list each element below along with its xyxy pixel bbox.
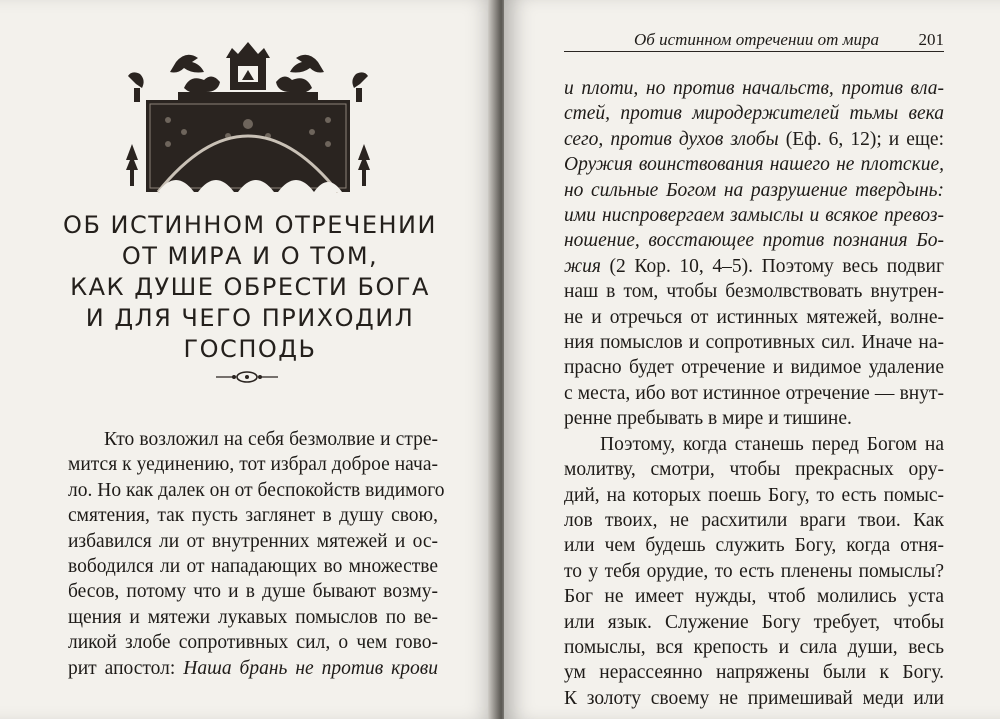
text-line bbox=[564, 152, 944, 177]
text-segment: рит апостол: bbox=[68, 657, 184, 679]
scripture-quote: но сильные Богом на разрушение твердынь: bbox=[564, 179, 944, 201]
text-line: мится к уединению, тот избрал доброе нача- bbox=[68, 454, 438, 476]
text-line: лов твоих, не расхитили враги твои. Как bbox=[564, 509, 944, 531]
text-line: ния помыслов и сопротивных сил. Иначе на- bbox=[564, 332, 944, 354]
scripture-quote: стей, против миродержителей тьмы века bbox=[564, 103, 944, 125]
text-line: то у тебя орудие, то есть пленены помыслы? bbox=[564, 560, 944, 582]
scripture-quote: Наша брань не против крови bbox=[183, 657, 438, 679]
text-line bbox=[564, 76, 944, 101]
text-line: Поэтому, когда станешь перед Богом на bbox=[600, 433, 944, 455]
text-line: смятения, так пусть заглянет в душу свою, bbox=[68, 505, 438, 527]
scripture-quote: сего, против духов злобы bbox=[564, 128, 779, 150]
text-line bbox=[564, 254, 944, 279]
text-line bbox=[564, 228, 944, 253]
scripture-quote: жия bbox=[564, 255, 601, 277]
text-line bbox=[564, 127, 944, 152]
text-line bbox=[564, 178, 944, 203]
chapter-title-line: КАК ДУШЕ ОБРЕСТИ БОГА bbox=[70, 273, 430, 301]
text-line: бесов, потому что и в душе бывают возму- bbox=[68, 581, 438, 603]
text-line: или язык. Служение Богу требует, чтобы bbox=[564, 611, 944, 633]
scripture-quote: Оружия воинствования нашего не плотские, bbox=[564, 154, 944, 176]
text-line: щения и мятежи лукавых помыслов по ве- bbox=[68, 606, 438, 628]
text-line: или чем будешь служить Богу, когда отня- bbox=[564, 535, 944, 557]
scripture-quote: и плоти, но против начальств, против вла- bbox=[564, 78, 944, 99]
text-line: избавился ли от внутренних мятежей и ос- bbox=[68, 530, 438, 552]
text-line: ликой злобе сопротивных сил, о чем гово- bbox=[68, 632, 438, 654]
text-line: помыслы, вся крепость и сила души, весь bbox=[564, 636, 944, 658]
text-line: ренне пребывать в мире и тишине. bbox=[564, 408, 852, 430]
text-line: К золоту своему не примешивай меди или bbox=[564, 687, 944, 709]
left-page-text bbox=[68, 427, 445, 681]
chapter-title-line: ОТ МИРА И О ТОМ, bbox=[121, 242, 379, 270]
page-number: 201 bbox=[918, 30, 944, 49]
ornamental-headpiece bbox=[118, 40, 378, 200]
text-line: Кто возложил на себя безмолвие и стре- bbox=[104, 429, 438, 450]
text-line: не и отречься от истинных мятежей, волне- bbox=[564, 306, 944, 328]
text-line: Бог не имеет нужды, чтоб молились уста bbox=[564, 586, 944, 608]
text-line: молитву, смотри, чтобы прекрасных ору- bbox=[564, 459, 944, 481]
chapter-title-line: И ДЛЯ ЧЕГО ПРИХОДИЛ bbox=[85, 304, 415, 332]
chapter-title bbox=[40, 210, 460, 365]
text-line: прасно будет отречение и видимое удаление bbox=[564, 357, 944, 379]
running-head bbox=[564, 27, 944, 52]
divider-ornament bbox=[214, 370, 280, 384]
scripture-quote: ношение, восстающее против познания Бо- bbox=[564, 230, 944, 252]
text-line bbox=[564, 101, 944, 126]
text-line: наш в том, чтобы безмолвствовать внутрен- bbox=[564, 281, 944, 303]
text-line: дий, на которых поешь Богу, то есть помыс- bbox=[564, 484, 944, 506]
text-line: ум нерассеянно напряжены были к Богу. bbox=[564, 662, 944, 684]
right-page-text bbox=[564, 76, 944, 711]
left-page bbox=[0, 0, 496, 719]
text-line: ло. Но как далек он от беспокойств видимого bbox=[68, 479, 445, 501]
scripture-quote: ими ниспровергаем замыслы и всякое превоз- bbox=[564, 205, 944, 227]
running-title: Об истинном отречении от мира bbox=[634, 30, 880, 49]
text-line: с места, ибо вот истинное отречение — внут- bbox=[564, 382, 944, 404]
chapter-title-line: ГОСПОДЬ bbox=[183, 335, 317, 363]
text-line: вободился ли от нападающих во множестве bbox=[68, 556, 438, 578]
text-segment: (2 Кор. 10, 4–5). Поэтому весь подвиг bbox=[600, 255, 944, 277]
text-line bbox=[564, 203, 944, 228]
text-segment: (Еф. 6, 12); и еще: bbox=[778, 128, 944, 150]
chapter-title-line: ОБ ИСТИННОМ ОТРЕЧЕНИИ bbox=[63, 211, 437, 239]
text-line bbox=[68, 656, 438, 681]
